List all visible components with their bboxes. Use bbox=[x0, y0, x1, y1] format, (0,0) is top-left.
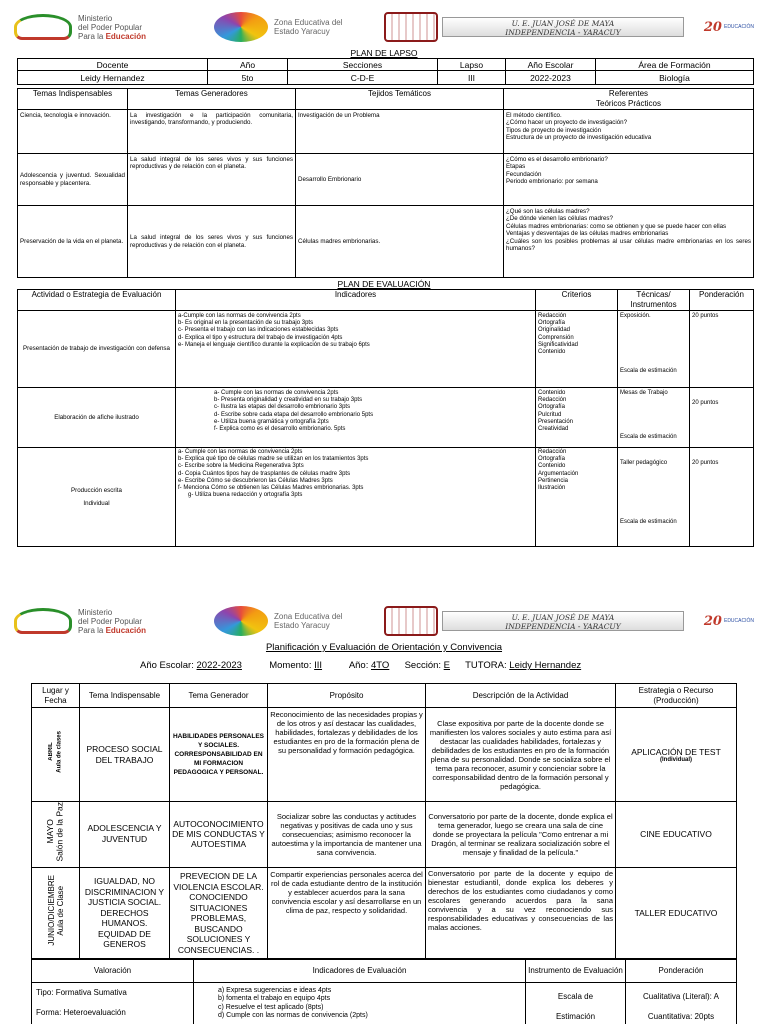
col-criterios: Criterios bbox=[536, 290, 618, 311]
valoracion-forma: Forma: Heteroevaluación bbox=[36, 1008, 126, 1017]
col-area: Área de Formación bbox=[596, 59, 754, 71]
col-proposito: Propósito bbox=[268, 684, 426, 708]
anio-escolar-label: Año Escolar: bbox=[140, 660, 194, 671]
col-anio: Año bbox=[208, 59, 288, 71]
referentes-label-1: Referentes bbox=[608, 89, 649, 98]
cell-referentes bbox=[504, 110, 754, 154]
instrumento-line-2: Estimación bbox=[555, 1011, 596, 1021]
zona-educativa-logo bbox=[214, 10, 384, 44]
zona-line-2: Estado Yaracuy bbox=[274, 27, 330, 36]
instrumento-line-1: Escala de bbox=[557, 991, 594, 1001]
anniversary-mini: EDUCACIÓN bbox=[723, 618, 754, 624]
cell-tema-gen: HABILIDADES PERSONALES Y SOCIALES. CORRESPONSABILIDAD EN MI FORMACION PEDAGOGICA Y PERSONAL. bbox=[170, 708, 268, 802]
ministry-line-3: Para la Educación bbox=[78, 625, 147, 635]
cell-descripcion: Conversatorio por parte de la docente y equipo de bienestar estudiantil, donde explica los deberes y derechos de los estudiantes como ciudadanos y como escolares generando acuerdos para la sana convivencia y a su vez reconociendo sus responsabilidades educativas y consecuencias de las malas acciones. bbox=[426, 867, 616, 959]
col-estrategia: Estrategia o Recurso (Producción) bbox=[616, 684, 737, 708]
momento-value: III bbox=[314, 660, 323, 671]
col-valoracion: Valoración bbox=[32, 959, 194, 983]
plan-lapso-table bbox=[17, 88, 754, 278]
list-item: d- Explica el tipo y estructura del trabajo de investigación 4pts bbox=[178, 334, 343, 341]
col-tecnicas: Técnicas/ Instrumentos bbox=[618, 290, 690, 311]
list-item: a- Cumple con las normas de convivencia 2pts bbox=[214, 390, 339, 396]
list-item: Células madres embrionarias: como se obtienen y que se puede hacer con ellas bbox=[506, 222, 727, 230]
cell-criterios bbox=[536, 448, 618, 547]
cell-referentes bbox=[504, 154, 754, 206]
list-item: Redacción bbox=[538, 449, 567, 455]
ministry-line-1: Ministerio bbox=[78, 607, 113, 617]
list-item: ¿De dónde vienen las células madres? bbox=[506, 215, 613, 223]
table-row bbox=[18, 110, 754, 154]
cell-actividad bbox=[18, 448, 176, 547]
list-item: c) Resuelve el test aplicado (8pts) bbox=[218, 1003, 324, 1011]
anniversary-year: 20 bbox=[703, 19, 722, 35]
ministry-arc-icon bbox=[14, 14, 72, 40]
school-line-1: U. E. JUAN JOSÉ DE MAYA bbox=[511, 613, 615, 622]
list-item: Presentación bbox=[538, 418, 574, 425]
lugar-vertical-label bbox=[47, 875, 65, 946]
value-lapso: III bbox=[438, 71, 506, 85]
instrumento-label: Escala de estimación bbox=[620, 367, 677, 374]
col-anio-escolar: Año Escolar bbox=[506, 59, 596, 71]
col-actividad: Actividad o Estrategia de Evaluación bbox=[18, 290, 176, 311]
ministry-line-2: del Poder Popular bbox=[78, 616, 143, 626]
color-wheel-icon bbox=[214, 606, 268, 636]
ponderacion-line-1: Cualitativa (Literal): A bbox=[642, 991, 720, 1001]
actividad-sub-label: Individual bbox=[83, 500, 110, 507]
cell-proposito: Socializar sobre las conductas y actitudes negativas y positivas de cada uno y sus consecuencias; asimismo reconocer la autoestima y la importancia de mantener una sana convivencia. bbox=[268, 802, 426, 868]
col-lapso: Lapso bbox=[438, 59, 506, 71]
cell-descripcion: Clase expositiva por parte de la docente donde se manifiesten los valores sociales y auto estima para así destacar las cualidades habilidades, fortalezas y debilidades de los estudiantes en pro de la formación plena de su personalidad. Donde se socializa sobre el tema para reconocer, asumir y concienciar sobre la corresponsabilidad dentro de la formación personal y pedagógica. bbox=[426, 708, 616, 802]
col-lugar-fecha: Lugar y Fecha bbox=[32, 684, 80, 708]
list-item: c- Ilustra las etapas del desarrollo embrionario 3pts bbox=[214, 404, 351, 411]
cell-tema-ind: ADOLESCENCIA Y JUVENTUD bbox=[80, 802, 170, 868]
cell-proposito: Compartir experiencias personales acerca del rol de cada estudiante dentro de la institución y establecer acuerdos para la sana convivencia escolar y así desarrollarse en un clima de paz, respecto y solidaridad. bbox=[268, 867, 426, 959]
ministry-line-2: del Poder Popular bbox=[78, 22, 143, 32]
list-item: Argumentación bbox=[538, 470, 579, 477]
cell-ponderacion: 20 puntos bbox=[690, 388, 754, 448]
col-tema-indispensable: Tema Indispensable bbox=[80, 684, 170, 708]
cell-estrategia bbox=[616, 708, 737, 802]
list-item: e- Maneja el lenguaje científico durante la explicación de su trabajo 6pts bbox=[178, 341, 370, 348]
col-temas-generadores: Temas Generadores bbox=[128, 89, 296, 110]
ministry-logo bbox=[14, 604, 214, 638]
color-wheel-icon bbox=[214, 12, 268, 42]
zona-line-1: Zona Educativa del bbox=[274, 612, 343, 621]
cell-tema-gen: La investigación e la participación comunitaria, investigando, transformando, y produciendo. bbox=[128, 110, 296, 154]
school-seal-icon bbox=[384, 12, 438, 42]
list-item: g- Utiliza buena redacción y ortografía 3pts bbox=[188, 492, 303, 499]
cell-estrategia: CINE EDUCATIVO bbox=[616, 802, 737, 868]
cell-indicadores bbox=[176, 311, 536, 388]
list-item: c- Escribe sobre la Medicina Regenerativa 3pts bbox=[178, 463, 304, 470]
list-item: a) Expresa sugerencias e ideas 4pts bbox=[218, 987, 332, 994]
list-item: Etapas bbox=[506, 163, 526, 171]
ministry-arc-icon bbox=[14, 608, 72, 634]
col-secciones: Secciones bbox=[288, 59, 438, 71]
cell-tecnicas bbox=[618, 448, 690, 547]
list-item: d- Copia Cuántos tipos hay de trasplantes de células madre 3pts bbox=[178, 470, 351, 477]
list-item: Creatividad bbox=[538, 426, 569, 433]
cell-criterios bbox=[536, 388, 618, 448]
valoracion-tipo: Tipo: Formativa Sumativa bbox=[36, 988, 127, 997]
value-anio: 5to bbox=[208, 71, 288, 85]
list-item: a-Cumple con las normas de convivencia 2pts bbox=[178, 313, 301, 319]
ministry-line-3: Para la Educación bbox=[78, 31, 147, 41]
cell-tema-ind: PROCESO SOCIAL DEL TRABAJO bbox=[80, 708, 170, 802]
list-item: El método científico. bbox=[506, 112, 562, 119]
ponderacion-line-2: Cuantitativa: 20pts bbox=[647, 1011, 715, 1021]
list-item: a- Cumple con las normas de convivencia 2pts bbox=[178, 449, 303, 455]
orientacion-meta bbox=[140, 660, 581, 671]
col-docente: Docente bbox=[18, 59, 208, 71]
school-logo bbox=[384, 604, 684, 638]
value-secciones: C-D-E bbox=[288, 71, 438, 85]
value-docente: Leidy Hernandez bbox=[18, 71, 208, 85]
list-item: b- Es original en la presentación de su trabajo 3pts bbox=[178, 320, 314, 327]
list-item: Estructura de un proyecto de investigación educativa bbox=[506, 134, 652, 142]
cell-ponderacion bbox=[626, 983, 737, 1024]
lugar-main: MAYO bbox=[45, 819, 55, 844]
cell-proposito: Reconocimiento de las necesidades propias y de los otros y así destacar las cualidades, habilidades, fortalezas y debilidades de los estudiantes en pro de la formación plena de su personalidad y formación pedagógica. bbox=[268, 708, 426, 802]
plan-lapso-title: PLAN DE LAPSO bbox=[350, 48, 418, 58]
orientacion-title: Planificación y Evaluación de Orientación y Convivencia bbox=[265, 642, 503, 653]
table-row bbox=[18, 206, 754, 278]
cell-tecnicas bbox=[618, 311, 690, 388]
seccion-value: E bbox=[443, 660, 451, 671]
list-item: Contenido bbox=[538, 390, 566, 396]
cell-lugar bbox=[32, 708, 80, 802]
list-item: b- Presenta originalidad y creatividad en su trabajo 3pts bbox=[214, 397, 363, 404]
table-row bbox=[32, 802, 737, 868]
list-item: e- Utiliza buena gramática y ortografía 2pts bbox=[214, 418, 329, 425]
lugar-vertical-label bbox=[47, 731, 64, 773]
list-item: ¿Qué son las células madres? bbox=[506, 208, 590, 215]
col-descripcion: Descripción de la Actividad bbox=[426, 684, 616, 708]
instrumento-label: Escala de estimación bbox=[620, 518, 677, 525]
cell-tema-gen: La salud integral de los seres vivos y sus funciones reproductivas y de relación con el planeta. bbox=[128, 154, 296, 206]
list-item: ¿Cómo hacer un proyecto de investigación? bbox=[506, 119, 628, 127]
school-line-2: INDEPENDENCIA - YARACUY bbox=[505, 622, 621, 631]
ministry-line-1: Ministerio bbox=[78, 13, 113, 23]
table-row bbox=[18, 154, 754, 206]
plan-eval-title: PLAN DE EVALUACIÓN bbox=[337, 279, 431, 289]
tutora-label: TUTORA: bbox=[465, 660, 507, 671]
table-row bbox=[32, 983, 737, 1024]
instrumento-label: Escala de estimación bbox=[620, 433, 677, 440]
school-line-2: INDEPENDENCIA - YARACUY bbox=[505, 28, 621, 37]
tecnica-label: Exposición. bbox=[620, 313, 651, 319]
header-banner-bottom bbox=[14, 604, 754, 638]
list-item: b- Explica qué tipo de células madre se utilizan en los tratamientos 3pts bbox=[178, 456, 369, 463]
list-item: Significatividad bbox=[538, 341, 579, 348]
school-seal-icon bbox=[384, 606, 438, 636]
list-item: Contenido bbox=[538, 463, 566, 470]
list-item: ¿Cuáles son los posibles problemas al usar células madre embrionarias en los seres humanos? bbox=[506, 237, 751, 253]
lugar-vertical-label bbox=[46, 802, 65, 862]
cell-actividad: Presentación de trabajo de investigación con defensa bbox=[18, 311, 176, 388]
estrategia-label: APLICACIÓN DE TEST bbox=[631, 746, 721, 757]
cell-indicadores-evaluacion bbox=[194, 983, 526, 1024]
cell-referentes bbox=[504, 206, 754, 278]
cell-valoracion bbox=[32, 983, 194, 1024]
col-indicadores: Indicadores bbox=[176, 290, 536, 311]
list-item: Periodo embrionario: por semana bbox=[506, 178, 598, 186]
cell-criterios bbox=[536, 311, 618, 388]
cell-actividad: Elaboración de afiche ilustrado bbox=[18, 388, 176, 448]
seccion-label: Sección: bbox=[404, 660, 442, 671]
cell-tema-ind: Ciencia, tecnología e innovación. bbox=[18, 110, 128, 154]
list-item: Ortografía bbox=[538, 404, 566, 411]
table-row bbox=[18, 448, 754, 547]
estrategia-sub-label: (Individual) bbox=[660, 756, 692, 763]
list-item: d) Cumple con las normas de convivencia (2pts) bbox=[218, 1012, 368, 1020]
list-item: c- Presenta el trabajo con las indicaciones establecidas 3pts bbox=[178, 327, 339, 334]
cell-tema-gen: PREVECION DE LA VIOLENCIA ESCOLAR. CONOCIENDO SITUACIONES PROBLEMAS, BUSCANDO SOLUCIONES Y CONSECUENCIAS. . bbox=[170, 867, 268, 959]
cell-lugar bbox=[32, 802, 80, 868]
col-instrumento: Instrumento de Evaluación bbox=[526, 959, 626, 983]
school-logo bbox=[384, 10, 684, 44]
list-item: Ortografía bbox=[538, 320, 566, 327]
cell-indicadores bbox=[176, 388, 536, 448]
col-ponderacion: Ponderación bbox=[690, 290, 754, 311]
momento-label: Momento: bbox=[269, 660, 312, 671]
list-item: Ilustración bbox=[538, 485, 566, 492]
zona-line-2: Estado Yaracuy bbox=[274, 621, 330, 630]
cell-tejido: Desarrollo Embrionario bbox=[296, 154, 504, 206]
cell-indicadores bbox=[176, 448, 536, 547]
lugar-main: JUNIO/DICIEMBRE bbox=[46, 875, 56, 946]
lugar-sub: Aula de Clase bbox=[55, 885, 65, 936]
cell-estrategia: TALLER EDUCATIVO bbox=[616, 867, 737, 959]
cell-tema-ind: Preservación de la vida en el planeta. bbox=[18, 206, 128, 278]
list-item: d- Escribe sobre cada etapa del desarrollo embrionario 5pts bbox=[214, 411, 374, 418]
list-item: Comprensión bbox=[538, 334, 574, 341]
list-item: f- Explica como es el desarrollo embrionario. 5pts bbox=[214, 426, 346, 433]
actividad-label: Producción escrita bbox=[71, 486, 122, 494]
list-item: Ortografía bbox=[538, 456, 566, 463]
ministry-logo bbox=[14, 10, 214, 44]
cell-tema-ind: Adolescencia y juventud. Sexualidad responsable y placentera. bbox=[18, 154, 128, 206]
list-item: b) fomenta el trabajo en equipo 4pts bbox=[218, 995, 331, 1003]
cell-ponderacion: 20 puntos bbox=[690, 311, 754, 388]
list-item: Tipos de proyecto de investigación bbox=[506, 126, 602, 134]
anio-value: 4TO bbox=[371, 660, 390, 671]
list-item: Originalidad bbox=[538, 327, 571, 334]
anniversary-logo bbox=[684, 10, 754, 44]
lugar-main: ABRIL bbox=[48, 742, 54, 762]
referentes-label-2: Teóricos Prácticos bbox=[596, 99, 661, 108]
cell-descripcion: Conversatorio por parte de la docente, donde explica el tema generador, luego se creara una sala de cine donde se proyectara la película "Como entrenar a mi Dragón, al terminar se realizara socialización sobre el mensaje y finalidad de la película." bbox=[426, 802, 616, 868]
col-ponderacion: Ponderación bbox=[626, 959, 737, 983]
list-item: Redacción bbox=[538, 313, 567, 319]
anniversary-mini: EDUCACIÓN bbox=[723, 24, 754, 30]
col-temas-indispensables: Temas Indispensables bbox=[18, 89, 128, 110]
list-item: f- Menciona Cómo se obtienen las Células Madres embrionarias. 3pts bbox=[178, 485, 364, 492]
header-banner-top bbox=[14, 10, 754, 44]
cell-tema-ind: IGUALDAD, NO DISCRIMINACION Y JUSTICIA SOCIAL. DERECHOS HUMANOS. EQUIDAD DE GENEROS bbox=[80, 867, 170, 959]
list-item: Contenido bbox=[538, 349, 566, 356]
list-item: ¿Cómo es el desarrollo embrionario? bbox=[506, 156, 608, 163]
zona-educativa-logo bbox=[214, 604, 384, 638]
anio-label: Año: bbox=[348, 660, 369, 671]
list-item: Pulcritud bbox=[538, 411, 562, 418]
table-row bbox=[18, 388, 754, 448]
cell-tejido: Células madres embrionarias. bbox=[296, 206, 504, 278]
anniversary-logo bbox=[684, 604, 754, 638]
table-row bbox=[18, 311, 754, 388]
list-item: Redacción bbox=[538, 397, 567, 404]
value-area: Biología bbox=[596, 71, 754, 85]
list-item: Pertinencia bbox=[538, 477, 569, 484]
col-tema-generador: Tema Generador bbox=[170, 684, 268, 708]
cell-tema-gen: La salud integral de los seres vivos y sus funciones reproductivas y de relación con el planeta. bbox=[128, 206, 296, 278]
table-row bbox=[32, 867, 737, 959]
school-line-1: U. E. JUAN JOSÉ DE MAYA bbox=[511, 19, 615, 28]
plan-lapso-header-table bbox=[17, 58, 754, 85]
anio-escolar-value: 2022-2023 bbox=[196, 660, 242, 671]
list-item: e- Escribe Cómo se descubrieron las Células Madres 3pts bbox=[178, 477, 333, 484]
col-tejidos-tematicos: Tejidos Temáticos bbox=[296, 89, 504, 110]
tutora-value: Leidy Hernandez bbox=[509, 660, 582, 671]
list-item: Fecundación bbox=[506, 170, 542, 178]
cell-tejido: Investigación de un Problema bbox=[296, 110, 504, 154]
tecnica-label: Taller pedagógico bbox=[620, 460, 668, 466]
cell-ponderacion: 20 puntos bbox=[690, 448, 754, 547]
cell-lugar bbox=[32, 867, 80, 959]
tecnica-label: Mesas de Trabajo bbox=[620, 390, 668, 396]
cell-tema-gen: AUTOCONOCIMIENTO DE MIS CONDUCTAS Y AUTOESTIMA bbox=[170, 802, 268, 868]
col-referentes bbox=[504, 89, 754, 110]
orientacion-table bbox=[31, 683, 737, 960]
anniversary-year: 20 bbox=[703, 613, 722, 629]
cell-instrumento bbox=[526, 983, 626, 1024]
cell-tecnicas bbox=[618, 388, 690, 448]
lugar-sub: Salón de la Paz bbox=[54, 802, 65, 862]
value-anio-escolar: 2022-2023 bbox=[506, 71, 596, 85]
table-row bbox=[32, 708, 737, 802]
list-item: Ventajas y desventajas de las células madres embrionarias bbox=[506, 230, 669, 238]
valoracion-table bbox=[31, 958, 737, 1024]
lugar-sub: Aula de clases bbox=[56, 731, 63, 773]
col-indicadores-evaluacion: Indicadores de Evaluación bbox=[194, 959, 526, 983]
plan-eval-table bbox=[17, 289, 754, 547]
zona-line-1: Zona Educativa del bbox=[274, 18, 343, 27]
